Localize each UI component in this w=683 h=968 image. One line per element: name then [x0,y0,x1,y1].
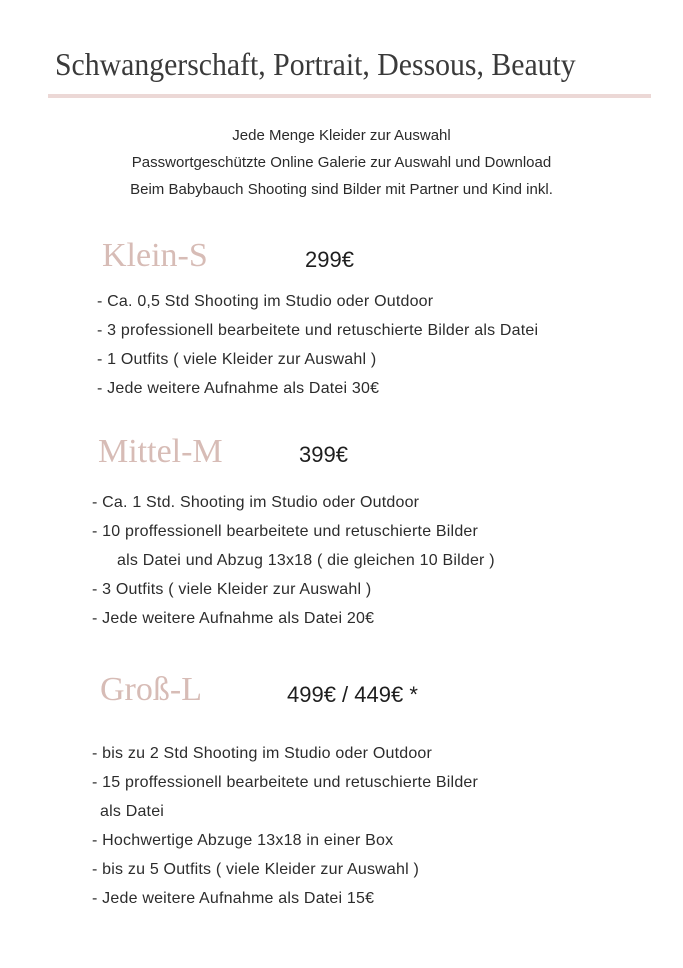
intro-line: Jede Menge Kleider zur Auswahl [232,127,451,144]
list-item: - 3 professionell bearbeitete und retuschierte Bilder als Datei [97,322,539,339]
list-item: - 15 proffessionell bearbeitete und retuschierte Bilder [92,774,479,791]
package-price-s: 299€ [305,247,354,272]
page-title: Schwangerschaft, Portrait, Dessous, Beauty [55,46,576,82]
intro-line: Beim Babybauch Shooting sind Bilder mit Partner und Kind inkl. [130,181,553,198]
package-name-s: Klein-S [102,237,208,274]
list-item: - 1 Outfits ( viele Kleider zur Auswahl ) [97,351,377,368]
list-item: - Jede weitere Aufnahme als Datei 15€ [92,890,375,907]
intro-text [0,122,683,203]
title-divider [48,94,651,98]
package-name-l: Groß-L [100,671,202,708]
package-price-m: 399€ [299,442,348,467]
intro-line: Passwortgeschützte Online Galerie zur Auswahl und Download [131,154,552,171]
package-name-m: Mittel-M [98,433,223,470]
list-item: - Hochwertige Abzuge 13x18 in einer Box [92,832,394,849]
list-item: - 3 Outfits ( viele Kleider zur Auswahl ) [92,581,372,598]
list-item: - Ca. 0,5 Std Shooting im Studio oder Outdoor [97,293,434,310]
list-item: - 10 proffessionell bearbeitete und retuschierte Bilder [92,523,479,540]
list-item: als Datei [100,803,165,820]
list-item: - bis zu 5 Outfits ( viele Kleider zur Auswahl ) [92,861,420,878]
list-item: als Datei und Abzug 13x18 ( die gleichen 10 Bilder ) [117,552,495,569]
list-item: - bis zu 2 Std Shooting im Studio oder Outdoor [92,745,433,762]
list-item: - Jede weitere Aufnahme als Datei 30€ [97,380,380,397]
list-item: - Jede weitere Aufnahme als Datei 20€ [92,610,375,627]
list-item: - Ca. 1 Std. Shooting im Studio oder Outdoor [92,494,420,511]
package-price-l: 499€ / 449€ * [287,682,418,707]
